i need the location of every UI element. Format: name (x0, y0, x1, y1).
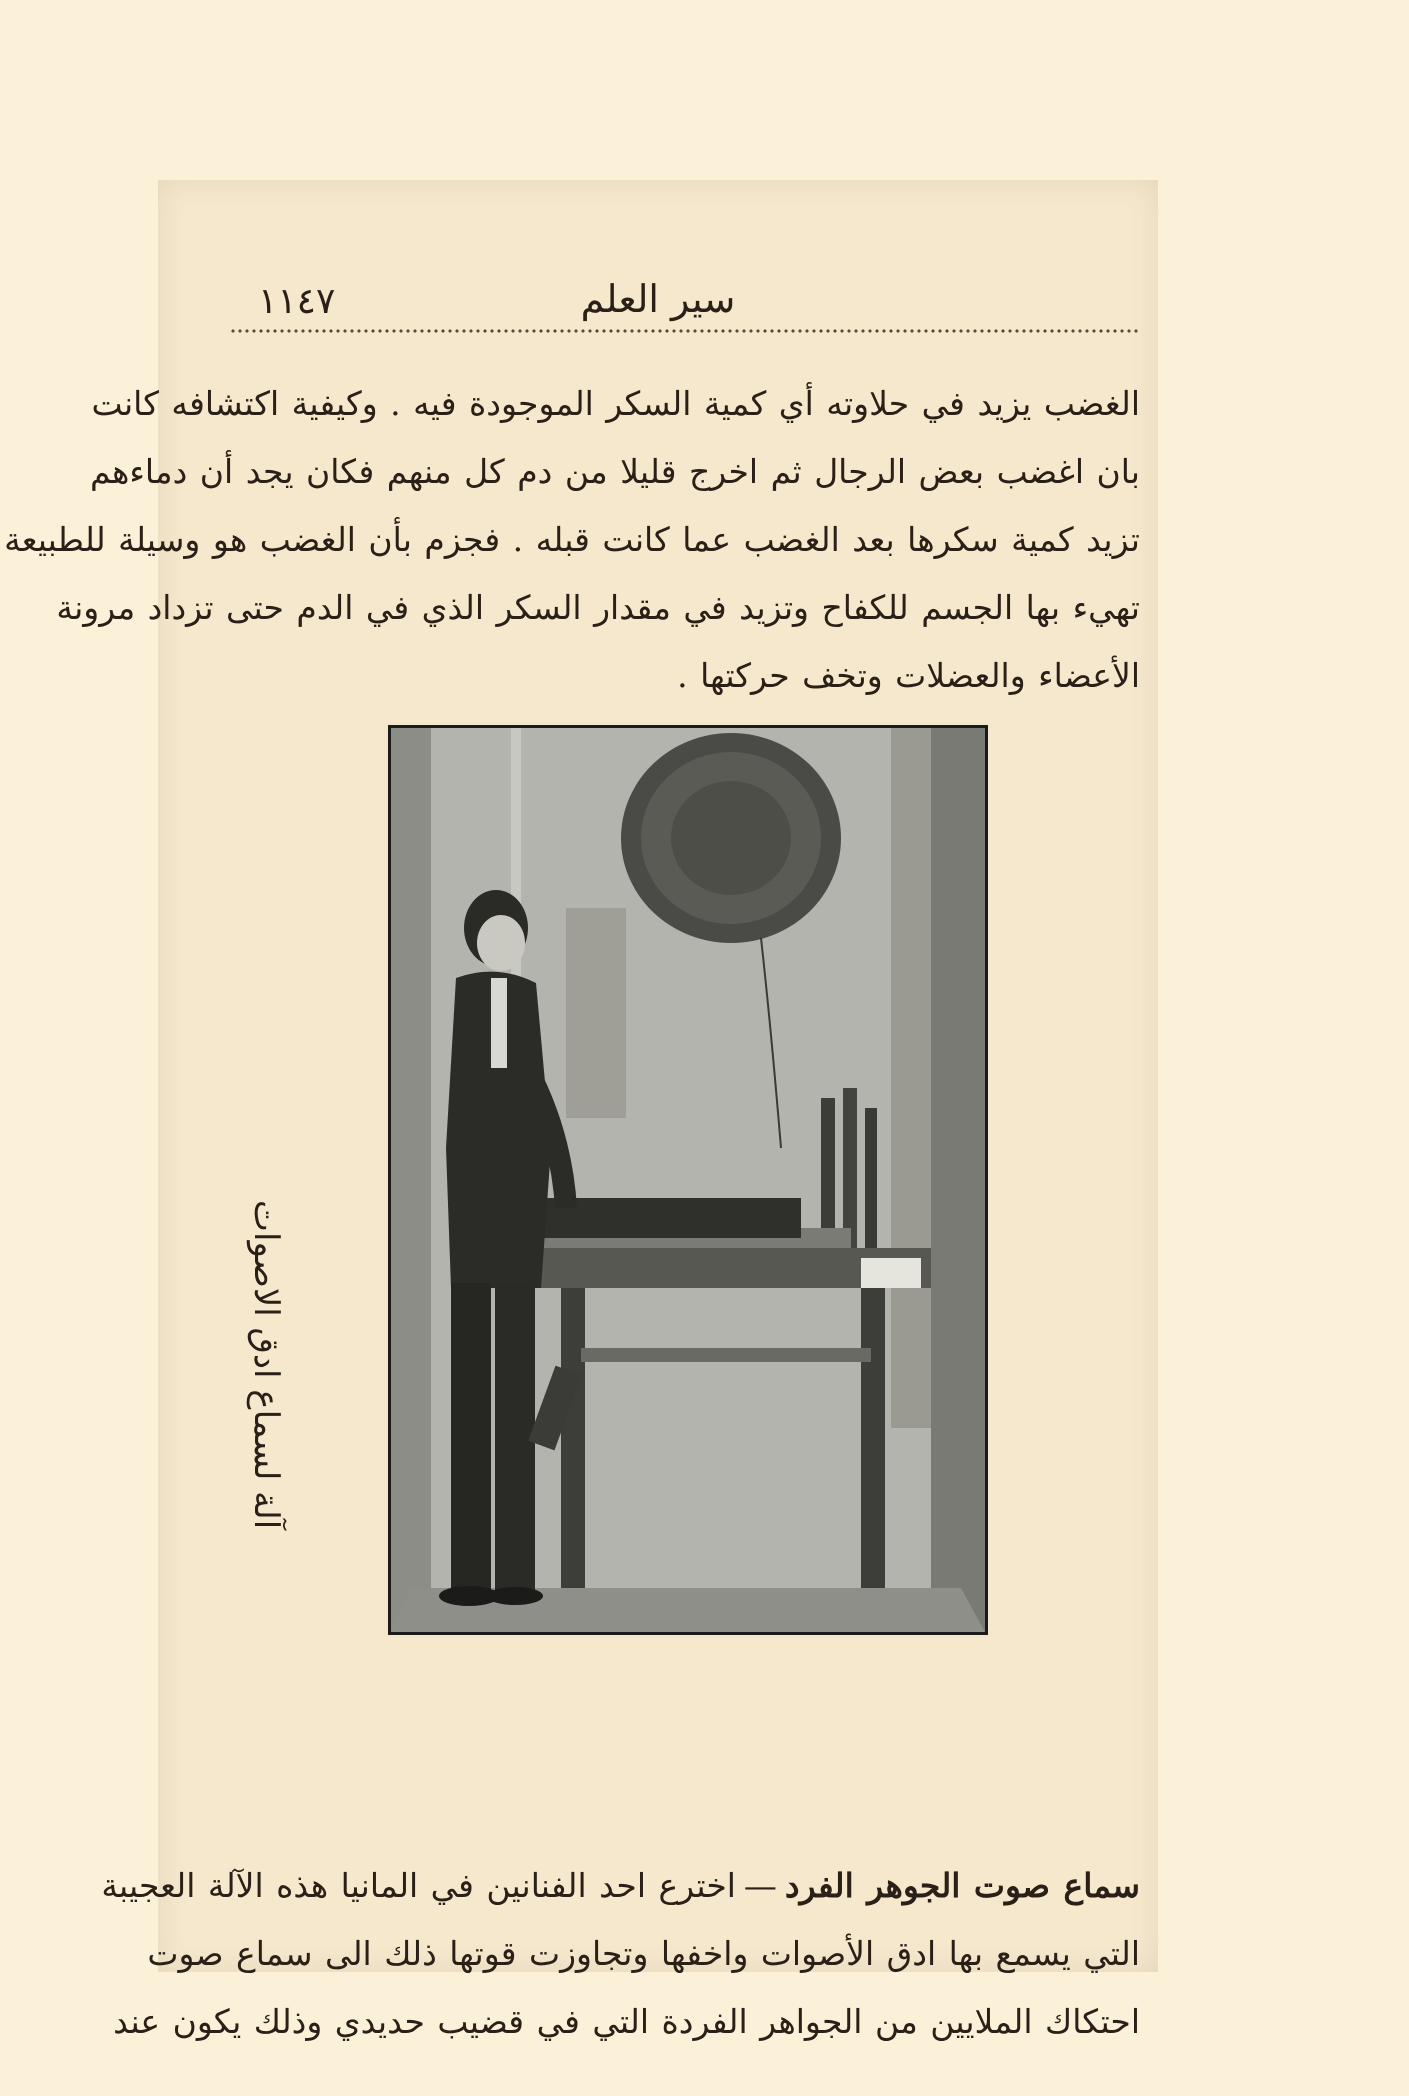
figure-photo-frame (388, 725, 988, 1635)
paragraph-line: تهيء بها الجسم للكفاح وتزيد في مقدار السكر الذي في الدم حتى تزداد مرونة (56, 588, 1140, 627)
page-number: ١١٤٧ (258, 281, 336, 322)
figure-photo (391, 728, 985, 1632)
caption-line1-text: اخترع احد الفنانين في المانيا هذه الآلة العجيبة (101, 1866, 736, 1905)
journal-title: سير العلم (580, 277, 736, 321)
photo-man-with-apparatus-icon (391, 728, 985, 1632)
paragraph-line: تزيد كمية سكرها بعد الغضب عما كانت قبله . فجزم بأن الغضب هو وسيلة للطبيعة (4, 520, 1140, 559)
body-paragraph (4, 370, 1140, 710)
figure-side-caption: آلة لسماع ادق الاصوات (246, 1200, 286, 1530)
figure-caption (101, 1852, 1140, 2056)
caption-line (101, 1852, 1140, 1920)
caption-title: سماع صوت الجوهر الفرد (784, 1866, 1140, 1905)
paragraph-line: بان اغضب بعض الرجال ثم اخرج قليلا من دم كل منهم فكان يجد أن دماءهم (90, 452, 1140, 491)
paragraph-line: الغضب يزيد في حلاوته أي كمية السكر الموجودة فيه . وكيفية اكتشافه كانت (91, 384, 1140, 423)
paragraph-line: الأعضاء والعضلات وتخف حركتها . (677, 656, 1140, 695)
caption-dash: — (743, 1866, 777, 1905)
running-head (258, 275, 1058, 335)
caption-line: احتكاك الملايين من الجواهر الفردة التي في قضيب حديدي وذلك يكون عند (113, 2002, 1140, 2041)
journal-page (4, 180, 1158, 2041)
header-divider (230, 328, 1138, 334)
caption-line: التي يسمع بها ادق الأصوات واخفها وتجاوزت قوتها ذلك الى سماع صوت (147, 1934, 1140, 1973)
